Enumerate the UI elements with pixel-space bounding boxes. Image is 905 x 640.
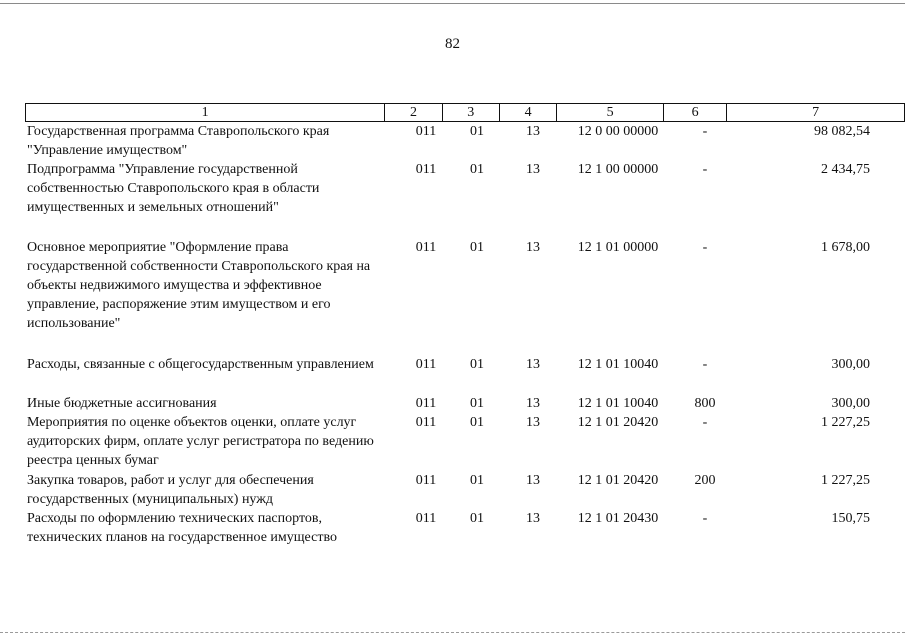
row-amount: 150,75 xyxy=(831,511,870,526)
row-code-section: 01 xyxy=(470,415,484,430)
top-scan-edge xyxy=(0,3,905,4)
row-code-section: 01 xyxy=(470,511,484,526)
column-header-table xyxy=(25,103,905,122)
row-name: Расходы, связанные с общегосударственным управлением xyxy=(27,357,374,372)
row-code-subsection: 13 xyxy=(526,511,540,526)
table-row xyxy=(25,471,885,509)
row-target-article: 12 1 01 20420 xyxy=(577,473,659,488)
row-name: Иные бюджетные ассигнования xyxy=(27,396,217,411)
row-target-article: 12 1 01 20430 xyxy=(577,511,659,526)
row-code-subsection: 13 xyxy=(526,415,540,430)
row-expense-type: - xyxy=(702,124,708,139)
column-header-row xyxy=(26,104,905,122)
row-code-subsection: 13 xyxy=(526,357,540,372)
row-code-subsection: 13 xyxy=(526,396,540,411)
row-code-ministry: 011 xyxy=(415,162,437,177)
row-code-ministry: 011 xyxy=(415,124,437,139)
row-name: Подпрограмма "Управление государственной собственностью Ставропольского края в области имущественных и земельных отношений" xyxy=(27,162,320,215)
table-body xyxy=(25,122,885,547)
row-code-ministry: 011 xyxy=(415,415,437,430)
row-name: Закупка товаров, работ и услуг для обеспечения государственных (муниципальных) нужд xyxy=(27,473,314,507)
row-expense-type: 800 xyxy=(694,396,716,411)
row-target-article: 12 1 00 00000 xyxy=(577,162,659,177)
row-code-section: 01 xyxy=(470,162,484,177)
row-code-subsection: 13 xyxy=(526,162,540,177)
column-header-2: 2 xyxy=(385,104,442,122)
column-header-5: 5 xyxy=(557,104,664,122)
row-code-ministry: 011 xyxy=(415,240,437,255)
row-code-ministry: 011 xyxy=(415,473,437,488)
row-target-article: 12 0 00 00000 xyxy=(577,124,659,139)
row-code-ministry: 011 xyxy=(415,511,437,526)
table-row xyxy=(25,355,885,394)
row-expense-type: 200 xyxy=(694,473,716,488)
table-row xyxy=(25,509,885,547)
row-amount: 1 227,25 xyxy=(821,473,870,488)
column-header-3: 3 xyxy=(442,104,499,122)
row-target-article: 12 1 01 00000 xyxy=(577,240,659,255)
row-amount: 1 227,25 xyxy=(821,415,870,430)
row-name: Расходы по оформлению технических паспортов, технических планов на государственное имущество xyxy=(27,511,337,545)
row-name: Мероприятия по оценке объектов оценки, оплате услуг аудиторских фирм, оплате услуг регистратора по ведению реестра ценных бумаг xyxy=(27,415,374,468)
row-amount: 98 082,54 xyxy=(814,124,870,139)
row-code-section: 01 xyxy=(470,124,484,139)
bottom-scan-edge xyxy=(0,632,905,633)
row-code-ministry: 011 xyxy=(415,357,437,372)
row-expense-type: - xyxy=(702,357,708,372)
page-number: 82 xyxy=(445,36,460,52)
row-expense-type: - xyxy=(702,511,708,526)
row-amount: 2 434,75 xyxy=(821,162,870,177)
row-code-section: 01 xyxy=(470,240,484,255)
row-target-article: 12 1 01 20420 xyxy=(577,415,659,430)
row-code-ministry: 011 xyxy=(415,396,437,411)
row-code-subsection: 13 xyxy=(526,473,540,488)
row-expense-type: - xyxy=(702,240,708,255)
row-target-article: 12 1 01 10040 xyxy=(577,357,659,372)
column-header-4: 4 xyxy=(499,104,556,122)
table-row xyxy=(25,160,885,238)
column-header-7: 7 xyxy=(727,104,905,122)
column-header-1: 1 xyxy=(26,104,385,122)
column-header-6: 6 xyxy=(663,104,726,122)
row-amount: 300,00 xyxy=(831,396,870,411)
row-code-subsection: 13 xyxy=(526,240,540,255)
row-target-article: 12 1 01 10040 xyxy=(577,396,659,411)
row-code-subsection: 13 xyxy=(526,124,540,139)
row-code-section: 01 xyxy=(470,396,484,411)
row-amount: 1 678,00 xyxy=(821,240,870,255)
table-row xyxy=(25,394,885,413)
row-expense-type: - xyxy=(702,415,708,430)
row-code-section: 01 xyxy=(470,357,484,372)
row-name: Государственная программа Ставропольского края "Управление имуществом" xyxy=(27,124,330,158)
row-name: Основное мероприятие "Оформление права государственной собственности Ставропольского края на объекты недвижимого имущества и эффективное управление, распоряжение этим имуществом и его использование" xyxy=(27,240,371,331)
table-row xyxy=(25,413,885,471)
table-row xyxy=(25,122,885,160)
row-expense-type: - xyxy=(702,162,708,177)
row-amount: 300,00 xyxy=(831,357,870,372)
row-code-section: 01 xyxy=(470,473,484,488)
table-row xyxy=(25,238,885,355)
